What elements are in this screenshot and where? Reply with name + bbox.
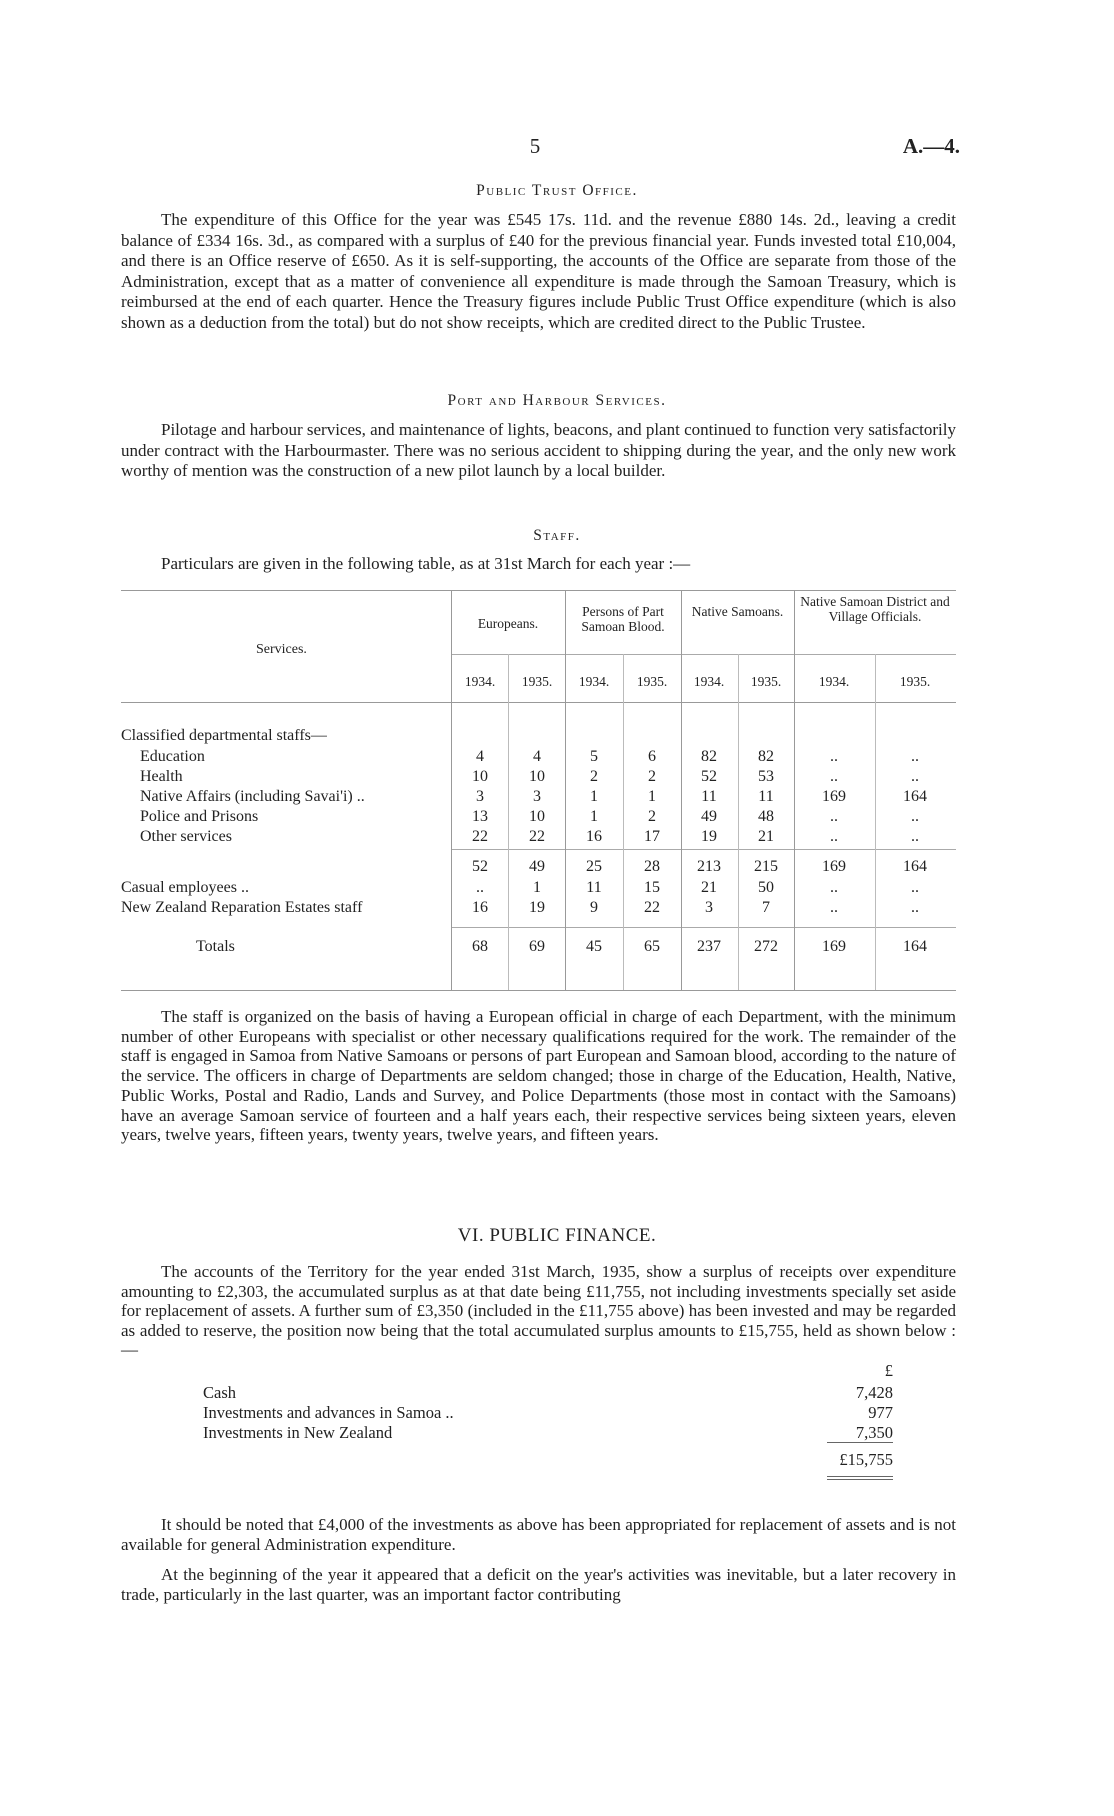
extra-row-label: New Zealand Reparation Estates staff (121, 899, 363, 916)
staff-row-cell: .. (911, 748, 919, 765)
staff-row-cell: .. (830, 808, 838, 825)
staff-paragraph: The staff is organized on the basis of having a European official in charge of each Department, with the minimum number of other Europeans with specialist or other necessary qualifications required for the work. The remainder of the staff is engaged in Samoa from Native Samoans or persons of part European and Samoan blood, according to the nature of the service. The officers in charge of Departments are seldom changed; those in charge of the Education, Health, Native, Public Works, Postal and Radio, Lands and Survey, and Police Departments (those most in contact with the Samoans) have an average Samoan service of fourteen and a half years each, their respective services being sixteen years, eleven years, twelve years, fifteen years, twenty years, twelve years, and fifteen years. (121, 1007, 956, 1145)
subtotal-row-cell: 52 (472, 858, 488, 875)
group-header-part-samoan: Persons of Part Samoan Blood. (581, 604, 665, 634)
staff-row-cell: 11 (701, 788, 717, 805)
extra-row-cell: 15 (644, 879, 660, 896)
staff-row-cell: 5 (590, 748, 598, 765)
table-rule-top (121, 590, 956, 591)
document-reference: A.—4. (902, 134, 960, 158)
staff-row-cell: 2 (648, 768, 656, 785)
finance-item-value: 977 (868, 1403, 893, 1422)
staff-row-cell: 10 (472, 768, 488, 785)
table-col-rule (794, 590, 795, 990)
staff-row-cell: 11 (758, 788, 774, 805)
finance-paragraph-2: At the beginning of the year it appeared that a deficit on the year's activities was inevitable, but a later recovery in trade, particularly in the last quarter, was an important factor contributing (121, 1565, 956, 1604)
staff-row-cell: 6 (648, 748, 656, 765)
subtotal-row-cell: 25 (586, 858, 602, 875)
year-header: 1935. (521, 674, 553, 689)
staff-row-cell: 53 (758, 768, 774, 785)
subtotal-row-cell: 28 (644, 858, 660, 875)
totals-row-cell: 45 (586, 938, 602, 955)
year-header: 1935. (636, 674, 668, 689)
table-col-rule (508, 654, 509, 990)
subtotal-row-cell: 215 (754, 858, 778, 875)
staff-row-cell: 1 (590, 788, 598, 805)
staff-row-cell: .. (911, 808, 919, 825)
table-col-rule (565, 590, 566, 990)
finance-item (203, 1383, 893, 1403)
staff-table (121, 590, 956, 992)
finance-item-value: 7,350 (855, 1423, 893, 1442)
totals-row-cell: 272 (754, 938, 778, 955)
double-rule-top (827, 1476, 893, 1477)
staff-row-cell: 164 (903, 788, 927, 805)
extra-row-label: Casual employees .. (121, 879, 249, 896)
staff-row-cell: 21 (758, 828, 774, 845)
extra-row-cell: 3 (705, 899, 713, 916)
services-header: Services. (256, 642, 307, 657)
section-label: Classified departmental staffs— (121, 727, 327, 744)
finance-total: £15,755 (839, 1450, 893, 1469)
staff-row-cell: 10 (529, 768, 545, 785)
extra-row-cell: .. (911, 899, 919, 916)
staff-row-cell: 17 (644, 828, 660, 845)
finance-item-label: Investments in New Zealand (203, 1423, 393, 1442)
staff-row-cell: 16 (586, 828, 602, 845)
subtotal-row-cell: 164 (903, 858, 927, 875)
extra-row-cell: .. (830, 879, 838, 896)
totals-row-cell: 68 (472, 938, 488, 955)
staff-row-cell: 52 (701, 768, 717, 785)
table-col-rule (623, 654, 624, 990)
finance-item (203, 1423, 893, 1443)
staff-row-cell: 169 (822, 788, 846, 805)
table-rule-groups (451, 654, 956, 655)
extra-row-cell: .. (830, 899, 838, 916)
staff-intro: Particulars are given in the following table, as at 31st March for each year :— (161, 554, 691, 573)
staff-row-cell: 48 (758, 808, 774, 825)
staff-row-label: Other services (140, 828, 232, 845)
extra-row-cell: 21 (701, 879, 717, 896)
year-header: 1934. (464, 674, 496, 689)
extra-row-cell: 16 (472, 899, 488, 916)
extra-row-cell: 7 (762, 899, 770, 916)
staff-row-label: Health (140, 768, 183, 785)
staff-row-cell: .. (830, 768, 838, 785)
finance-item-label: Cash (203, 1383, 236, 1402)
staff-row-cell: 1 (590, 808, 598, 825)
table-col-rule (738, 654, 739, 990)
staff-row-cell: 4 (476, 748, 484, 765)
extra-row-cell: .. (911, 879, 919, 896)
subtotal-row-cell: 49 (529, 858, 545, 875)
staff-row-cell: 82 (701, 748, 717, 765)
finance-item (203, 1403, 893, 1423)
extra-row-cell: 19 (529, 899, 545, 916)
totals-row-label: Totals (196, 938, 235, 955)
finance-item-label: Investments and advances in Samoa .. (203, 1403, 454, 1422)
public-trust-heading: Public Trust Office. (476, 182, 638, 199)
year-header: 1934. (818, 674, 850, 689)
group-header-europeans: Europeans. (477, 616, 539, 631)
staff-row-cell: .. (911, 828, 919, 845)
total-rule (827, 1442, 893, 1443)
staff-row-cell: 19 (701, 828, 717, 845)
table-col-rule (451, 590, 452, 990)
page-number: 5 (529, 134, 541, 158)
group-header-native-samoans: Native Samoans. (691, 604, 784, 619)
subtotal-row-cell: 169 (822, 858, 846, 875)
staff-row-cell: 82 (758, 748, 774, 765)
year-header: 1935. (899, 674, 931, 689)
totals-row-cell: 164 (903, 938, 927, 955)
staff-row-cell: 1 (648, 788, 656, 805)
finance-note: It should be noted that £4,000 of the investments as above has been appropriated for replacement of assets and is not available for general Administration expenditure. (121, 1515, 956, 1554)
subtotal-row-cell: 213 (697, 858, 721, 875)
staff-row-label: Police and Prisons (140, 808, 259, 825)
table-rule-bottom (121, 990, 956, 991)
finance-heading: VI. PUBLIC FINANCE. (457, 1225, 657, 1246)
totals-row-cell: 69 (529, 938, 545, 955)
public-trust-paragraph: The expenditure of this Office for the year was £545 17s. 11d. and the revenue £880 14s. 2d., leaving a credit balance of £334 16s. 3d., as compared with a surplus of £40 for the previous financial year. Funds invested total £10,004, and there is an Office reserve of £650. As it is self-supporting, the accounts of the Office are separate from those of the Administration, except that as a matter of convenience all expenditure is made through the Samoan Treasury, which is reimbursed at the end of each quarter. Hence the Treasury figures include Public Trust Office expenditure (which is also shown as a deduction from the total) but do not show receipts, which are credited direct to the Public Trustee. (121, 210, 956, 332)
table-col-rule (681, 590, 682, 990)
staff-row-cell: 4 (533, 748, 541, 765)
extra-row-cell: .. (476, 879, 484, 896)
totals-row-cell: 169 (822, 938, 846, 955)
totals-row-cell: 65 (644, 938, 660, 955)
extra-row-cell: 11 (586, 879, 602, 896)
extra-row-cell: 9 (590, 899, 598, 916)
staff-row-cell: 13 (472, 808, 488, 825)
staff-row-cell: 2 (590, 768, 598, 785)
group-header-officials: Native Samoan District and Village Officials. (800, 594, 950, 624)
staff-row-label: Education (140, 748, 205, 765)
staff-row-cell: 2 (648, 808, 656, 825)
table-rule-totals (451, 927, 956, 928)
staff-row-cell: .. (911, 768, 919, 785)
double-rule-bottom (827, 1479, 893, 1480)
totals-row-cell: 237 (697, 938, 721, 955)
staff-heading: Staff. (533, 527, 581, 544)
port-harbour-heading: Port and Harbour Services. (447, 392, 667, 409)
staff-row-cell: 3 (476, 788, 484, 805)
staff-row-label: Native Affairs (including Savai'i) .. (140, 788, 365, 805)
port-harbour-paragraph: Pilotage and harbour services, and maintenance of lights, beacons, and plant continued to function very satisfactorily under contract with the Harbourmaster. There was no serious accident to shipping during the year, and the only new work worthy of mention was the construction of a new pilot launch by a local builder. (121, 420, 956, 481)
finance-item-value: 7,428 (855, 1383, 893, 1402)
table-rule-subtotal (451, 849, 956, 850)
year-header: 1935. (750, 674, 782, 689)
table-col-rule (875, 654, 876, 990)
extra-row-cell: 1 (533, 879, 541, 896)
staff-row-cell: 22 (529, 828, 545, 845)
staff-row-cell: .. (830, 748, 838, 765)
currency-symbol: £ (884, 1361, 893, 1380)
year-header: 1934. (578, 674, 610, 689)
staff-row-cell: .. (830, 828, 838, 845)
staff-row-cell: 3 (533, 788, 541, 805)
finance-paragraph: The accounts of the Territory for the year ended 31st March, 1935, show a surplus of receipts over expenditure amounting to £2,303, the accumulated surplus as at that date being £11,755, not including investments specially set aside for replacement of assets. A further sum of £3,350 (included in the £11,755 above) has been invested and may be regarded as added to reserve, the position now being that the total accumulated surplus amounts to £15,755, held as shown below :— (121, 1262, 956, 1359)
extra-row-cell: 50 (758, 879, 774, 896)
staff-row-cell: 49 (701, 808, 717, 825)
staff-row-cell: 10 (529, 808, 545, 825)
year-header: 1934. (693, 674, 725, 689)
table-rule-header (121, 702, 956, 703)
staff-row-cell: 22 (472, 828, 488, 845)
extra-row-cell: 22 (644, 899, 660, 916)
